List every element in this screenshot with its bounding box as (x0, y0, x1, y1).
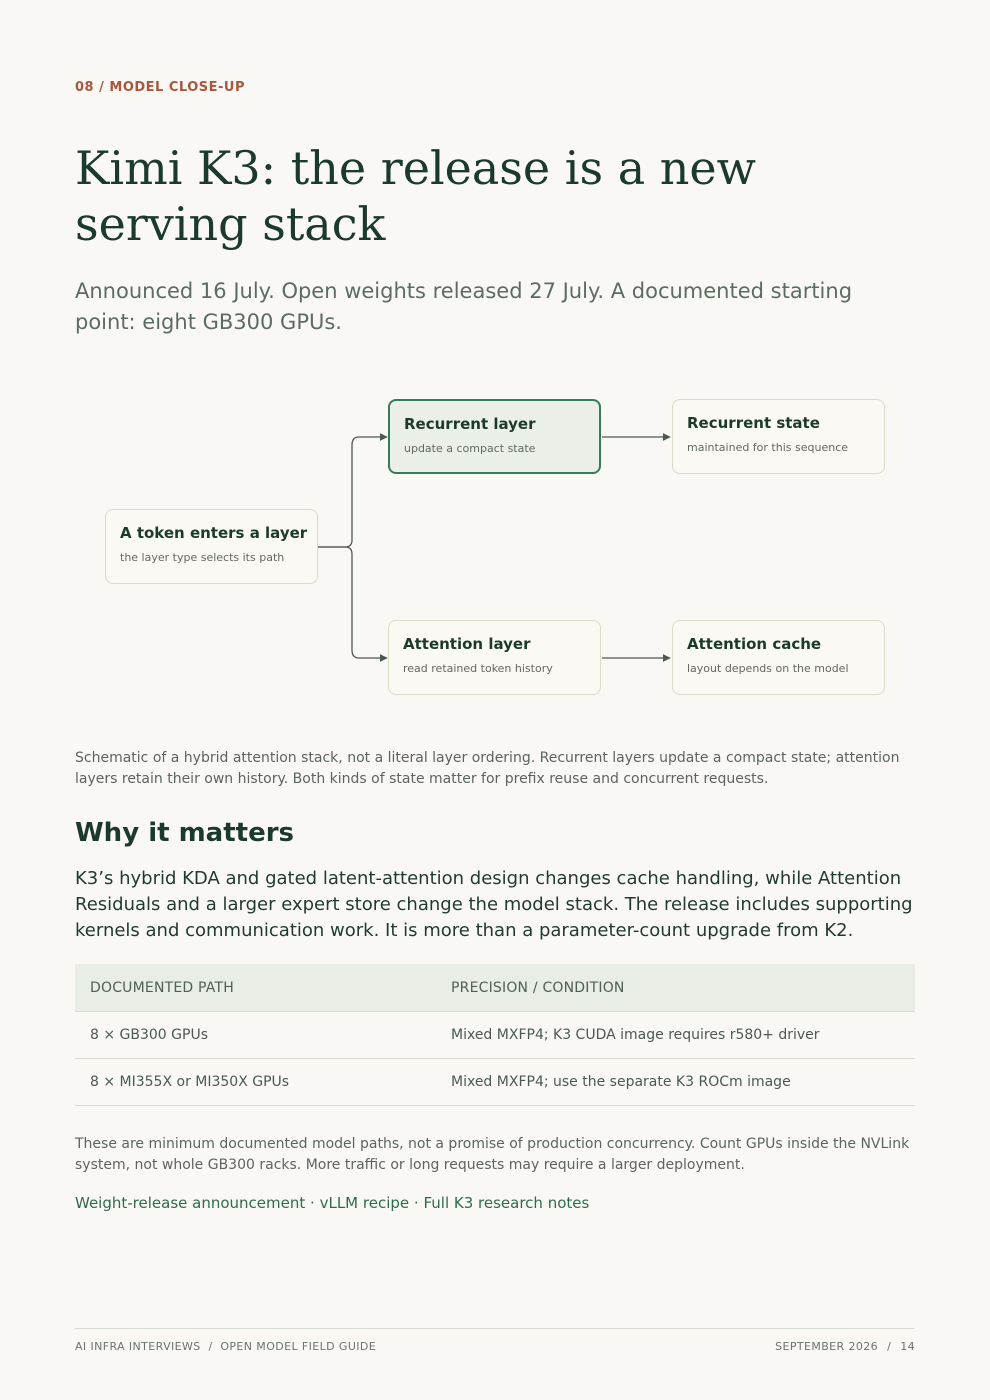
node-subtitle: update a compact state (404, 442, 536, 455)
section-heading: Why it matters (75, 818, 295, 848)
node-title: Recurrent layer (404, 415, 536, 433)
node-title: Attention layer (403, 635, 531, 653)
column-header-path: DOCUMENTED PATH (75, 964, 436, 1012)
reference-links (75, 1194, 589, 1212)
link-separator: · (413, 1194, 419, 1212)
footer-date: SEPTEMBER 2026 (775, 1340, 879, 1353)
why-body-text: K3’s hybrid KDA and gated latent-attention design changes cache handling, while Attention Residuals and a larger expert store change the model stack. The release includes supporting kernels and communication work. It is more than a parameter-count upgrade from K2. (75, 868, 913, 941)
node-attention-layer (388, 620, 601, 695)
table-cell-path: 8 × MI355X or MI350X GPUs (75, 1059, 436, 1106)
column-header-precision: PRECISION / CONDITION (436, 964, 915, 1012)
hybrid-stack-diagram (0, 390, 990, 710)
node-recurrent-layer (388, 399, 601, 474)
table-cell-path: 8 × GB300 GPUs (75, 1012, 436, 1059)
node-recurrent-state (672, 399, 885, 474)
connector-token-to-attention (318, 547, 387, 658)
link-weight-release-announcement[interactable]: Weight-release announcement (75, 1194, 306, 1212)
documented-paths-table (75, 964, 915, 1106)
deployment-note: These are minimum documented model paths, not a promise of production concurrency. Count GPUs inside the NVLink system, not whole GB300 racks. More traffic or long requests may require a larger deployment. (75, 1136, 910, 1173)
table-header-row (75, 964, 915, 1012)
node-attention-cache (672, 620, 885, 695)
link-full-research-notes[interactable]: Full K3 research notes (423, 1194, 590, 1212)
footer-divider (75, 1328, 915, 1329)
link-vllm-recipe[interactable]: vLLM recipe (319, 1194, 410, 1212)
node-title: A token enters a layer (120, 524, 308, 542)
footer-page-info (775, 1340, 915, 1353)
node-subtitle: layout depends on the model (687, 662, 849, 675)
footer-publication: AI INFRA INTERVIEWS / OPEN MODEL FIELD GUIDE (75, 1340, 377, 1353)
node-title: Attention cache (687, 635, 822, 653)
connector-token-to-recurrent (318, 437, 387, 547)
node-title: Recurrent state (687, 414, 820, 432)
page-subtitle: Announced 16 July. Open weights released 27 July. A documented starting point: eight GB300 GPUs. (75, 279, 853, 334)
table-cell-precision: Mixed MXFP4; use the separate K3 ROCm image (436, 1059, 915, 1106)
page-title: Kimi K3: the release is a new serving stack (75, 141, 756, 251)
section-label: 08 / MODEL CLOSE-UP (75, 80, 245, 95)
footer-slash: / (887, 1340, 892, 1353)
table-row (75, 1012, 915, 1059)
link-separator: · (310, 1194, 315, 1212)
node-subtitle: maintained for this sequence (687, 441, 849, 454)
table-row (75, 1059, 915, 1106)
table-cell-precision: Mixed MXFP4; K3 CUDA image requires r580+ driver (436, 1012, 915, 1059)
node-token-enters-layer (105, 509, 318, 584)
node-subtitle: the layer type selects its path (120, 551, 285, 564)
node-subtitle: read retained token history (403, 662, 553, 675)
page-number: 14 (900, 1340, 915, 1353)
diagram-caption: Schematic of a hybrid attention stack, not a literal layer ordering. Recurrent layers update a compact state; attention layers retain their own history. Both kinds of state matter for prefix reuse and concurrent requests. (75, 750, 900, 787)
